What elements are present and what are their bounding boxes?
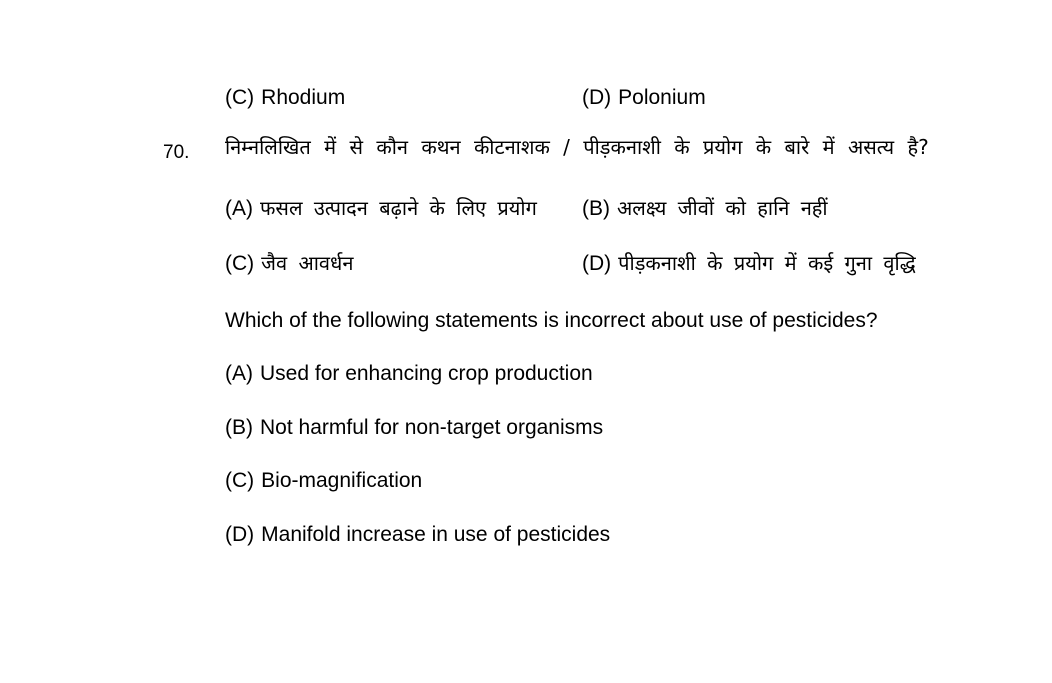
english-option-b — [225, 415, 603, 441]
option-text: फसल उत्पादन बढ़ाने के लिए प्रयोग — [260, 196, 537, 220]
option-label: (A) — [225, 197, 253, 220]
question-text-english: Which of the following statements is incorrect about use of pesticides? — [225, 309, 878, 332]
option-text: Not harmful for non-target organisms — [260, 416, 604, 439]
english-option-d — [225, 522, 610, 548]
option-label: (D) — [582, 86, 612, 109]
hindi-option-b — [582, 195, 828, 222]
option-label: (C) — [225, 469, 255, 492]
option-text: अलक्ष्य जीवों को हानि नहीं — [617, 196, 828, 220]
hindi-option-d — [582, 250, 916, 277]
option-text: Bio-magnification — [261, 469, 423, 492]
option-label: (C) — [225, 86, 255, 109]
option-label: (B) — [225, 416, 253, 439]
option-label: (A) — [225, 362, 253, 385]
option-text: जैव आवर्धन — [261, 251, 354, 275]
english-option-c — [225, 468, 422, 494]
option-text: Manifold increase in use of pesticides — [261, 523, 611, 546]
prev-question-option-c — [225, 85, 345, 111]
question-text-hindi: निम्नलिखित में से कौन कथन कीटनाशक / पीड़कनाशी के प्रयोग के बारे में असत्य है? — [225, 135, 929, 159]
option-label: (D) — [582, 252, 612, 275]
option-label: (B) — [582, 197, 610, 220]
option-text: Rhodium — [261, 86, 346, 109]
option-label: (C) — [225, 252, 255, 275]
english-option-a — [225, 361, 593, 387]
option-text: पीड़कनाशी के प्रयोग में कई गुना वृद्धि — [618, 251, 916, 275]
hindi-option-a — [225, 195, 537, 222]
option-text: Polonium — [618, 86, 706, 109]
question-number: 70. — [163, 142, 190, 163]
option-text: Used for enhancing crop production — [260, 362, 593, 385]
option-label: (D) — [225, 523, 255, 546]
hindi-option-c — [225, 250, 353, 277]
prev-question-option-d — [582, 85, 706, 111]
